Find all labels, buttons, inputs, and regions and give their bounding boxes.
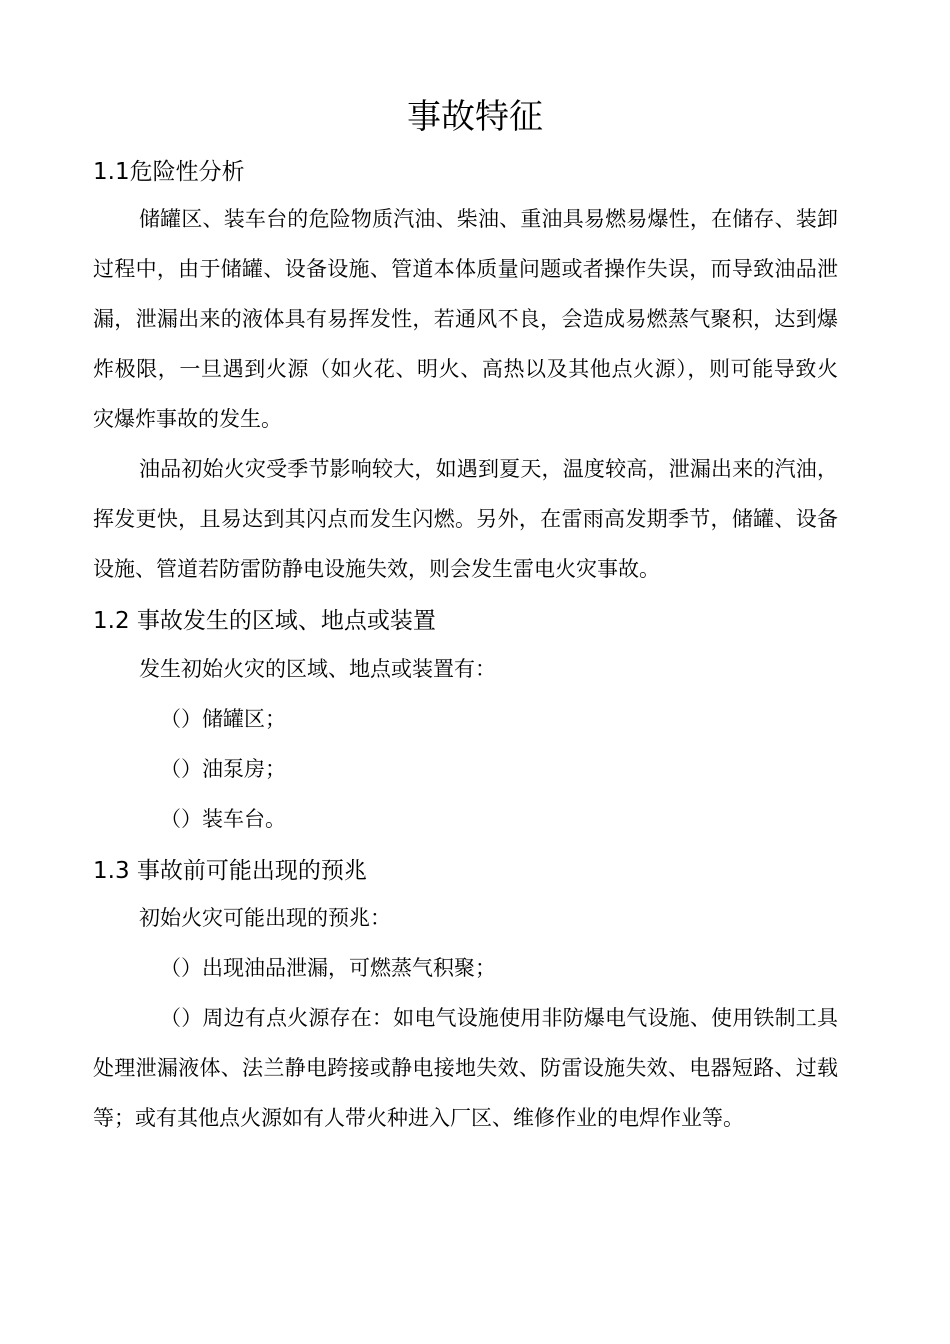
section-heading-1-1: 1.1危险性分析 [93, 159, 245, 185]
list-item-pump-house: （）油泵房； [160, 757, 286, 781]
paragraph-seasonal-influence: 油品初始火灾受季节影响较大，如遇到夏天，温度较高，泄漏出来的汽油，挥发更快，且易达到其闪点而发生闪燃。另外，在雷雨高发期季节，储罐、设备设施、管道若防雷防静电设施失效，则会发生雷电火灾事故。 [93, 457, 838, 581]
paragraph-hazard-analysis: 储罐区、装车台的危险物质汽油、柴油、重油具易燃易爆性，在储存、装卸过程中，由于储罐、设备设施、管道本体质量问题或者操作失误，而导致油品泄漏，泄漏出来的液体具有易挥发性，若通风不良，会造成易燃蒸气聚积，达到爆炸极限，一旦遇到火源（如火花、明火、高热以及其他点火源），则可能导致火灾爆炸事故的发生。 [93, 207, 838, 431]
list-item-oil-leak: （）出现油品泄漏，可燃蒸气积聚； [160, 956, 496, 980]
section-intro-locations: 发生初始火灾的区域、地点或装置有： [139, 657, 496, 681]
list-item-loading-platform: （）装车台。 [160, 807, 286, 831]
page-title: 事故特征 [407, 97, 543, 137]
section-heading-1-2: 1.2 事故发生的区域、地点或装置 [93, 608, 436, 634]
section-intro-warning-signs: 初始火灾可能出现的预兆： [139, 906, 391, 930]
section-heading-1-3: 1.3 事故前可能出现的预兆 [93, 858, 367, 884]
paragraph-ignition-sources: （）周边有点火源存在：如电气设施使用非防爆电气设施、使用铁制工具处理泄漏液体、法兰静电跨接或静电接地失效、防雷设施失效、电器短路、过载等；或有其他点火源如有人带火种进入厂区、维修作业的电焊作业等。 [93, 1006, 838, 1130]
list-item-tank-area: （）储罐区； [160, 707, 286, 731]
